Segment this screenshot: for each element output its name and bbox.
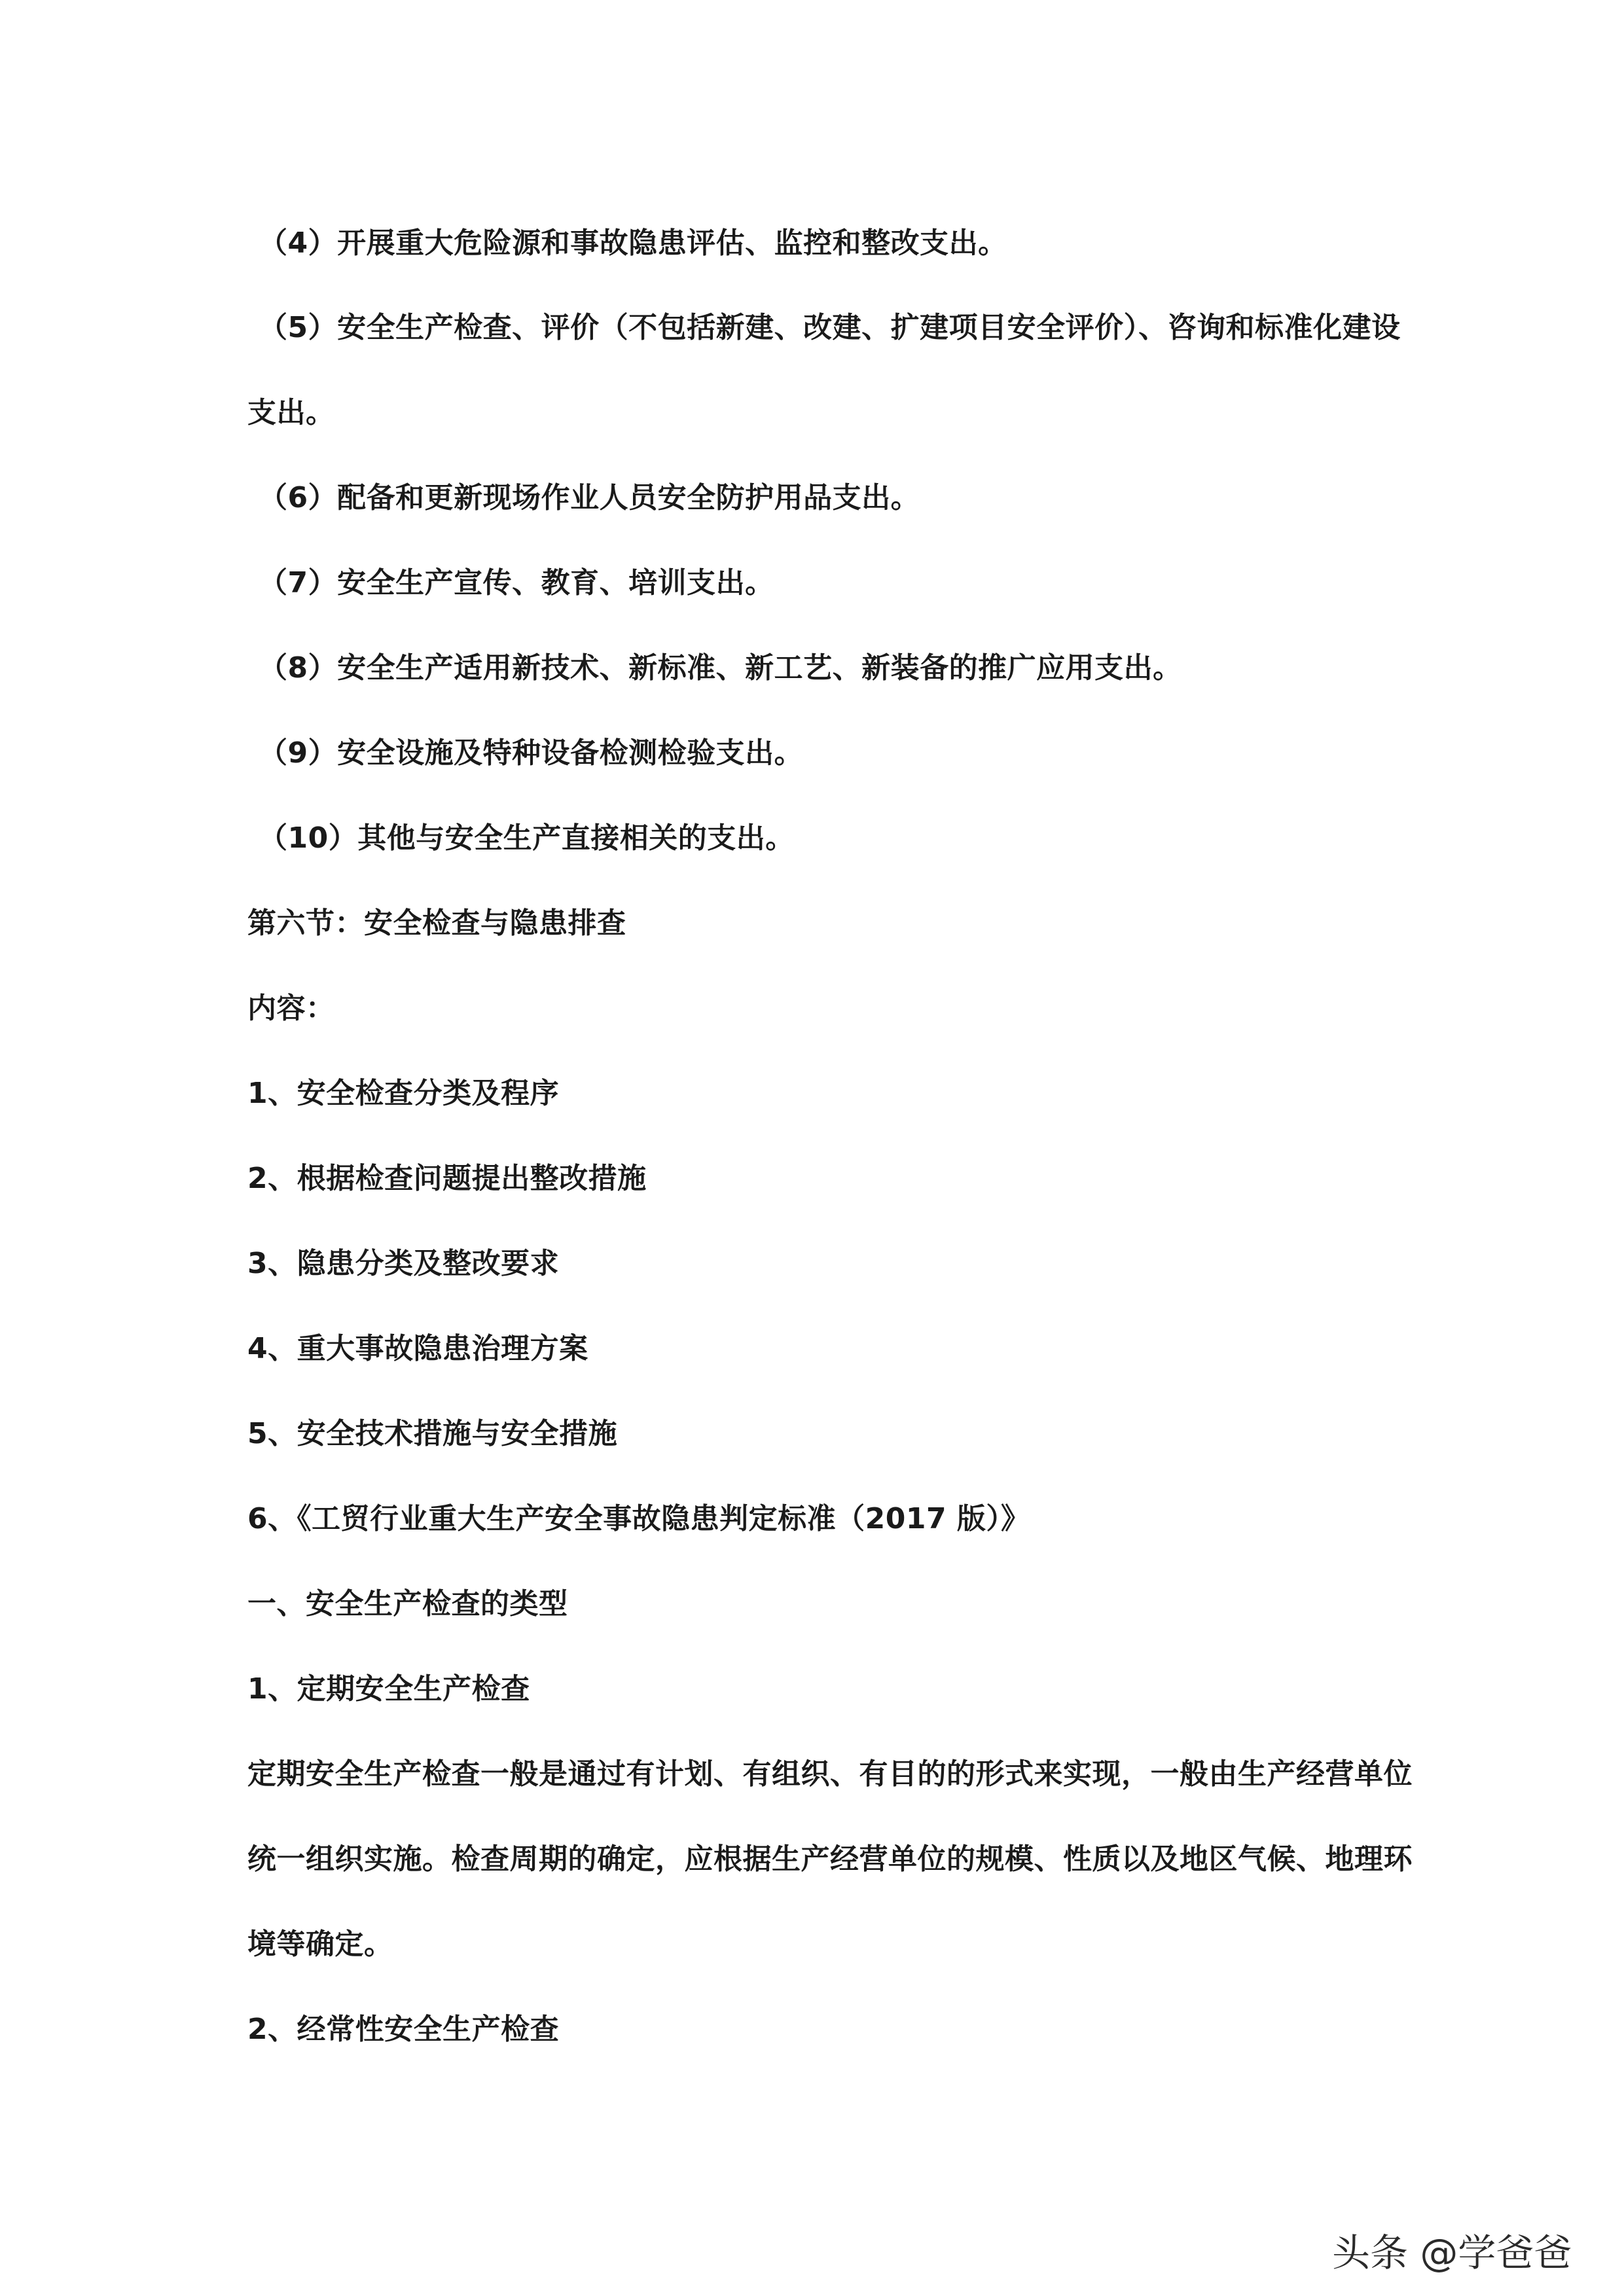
expense-item-6: （6）配备和更新现场作业人员安全防护用品支出。 [259,481,920,514]
expense-item-7: （7）安全生产宣传、教育、培训支出。 [259,566,774,600]
paragraph-line-3: 境等确定。 [247,1928,393,1961]
content-item-1: 1、安全检查分类及程序 [247,1077,560,1110]
expense-item-4: （4）开展重大危险源和事故隐患评估、监控和整改支出。 [259,226,1007,260]
expense-item-10: （10）其他与安全生产直接相关的支出。 [259,821,795,855]
content-item-2: 2、根据检查问题提出整改措施 [247,1162,647,1195]
paragraph-line-2: 统一组织实施。检查周期的确定，应根据生产经营单位的规模、性质以及地区气候、地理环 [247,1842,1413,1876]
watermark: 头条 @学爸爸 [1332,2231,1572,2275]
content-item-5: 5、安全技术措施与安全措施 [247,1417,618,1450]
paragraph-line-1: 定期安全生产检查一般是通过有计划、有组织、有目的的形式来实现，一般由生产经营单位 [247,1757,1413,1791]
type-heading-2: 2、经常性安全生产检查 [247,2013,560,2046]
content-item-4: 4、重大事故隐患治理方案 [247,1332,588,1365]
subsection-heading: 一、安全生产检查的类型 [247,1587,568,1621]
content-label: 内容： [247,992,335,1025]
content-item-6: 6、《工贸行业重大生产安全事故隐患判定标准（2017 版）》 [247,1502,1030,1535]
expense-item-5-cont: 支出。 [247,396,335,429]
expense-item-9: （9）安全设施及特种设备检测检验支出。 [259,736,804,770]
expense-item-8: （8）安全生产适用新技术、新标准、新工艺、新装备的推广应用支出。 [259,651,1182,685]
expense-item-5: （5）安全生产检查、评价（不包括新建、改建、扩建项目安全评价）、咨询和标准化建设 [259,311,1401,344]
type-heading-1: 1、定期安全生产检查 [247,1672,530,1706]
section-heading: 第六节：安全检查与隐患排查 [247,906,626,940]
content-item-3: 3、隐患分类及整改要求 [247,1247,560,1280]
